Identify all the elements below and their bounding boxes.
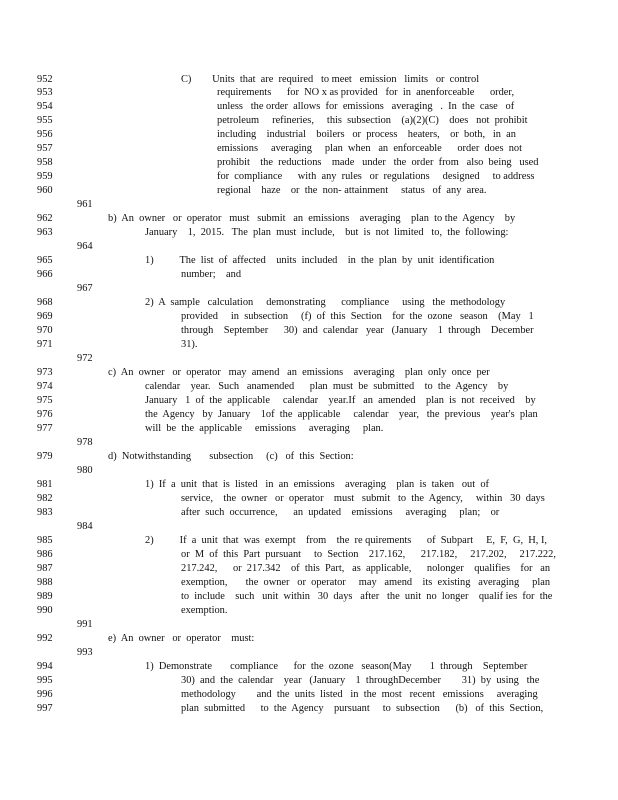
text-line: will be the applicable emissions averaging plan. (145, 423, 384, 434)
line-number: 991 (77, 619, 93, 630)
text-line: to include such unit within 30 days after the unit no longer qualif ies for the (181, 591, 553, 602)
line-number: 995 (37, 675, 53, 686)
line-number: 961 (77, 199, 93, 210)
line-number: 992 (37, 633, 53, 644)
line-number: 981 (37, 479, 53, 490)
text-line: January 1 of the applicable calendar year.If an amended plan is not received by (145, 395, 536, 406)
line-number: 953 (37, 87, 53, 98)
text-line: prohibit the reductions made under the order from also being used (217, 157, 539, 168)
line-number: 994 (37, 661, 53, 672)
line-number: 978 (77, 437, 93, 448)
text-line: methodology and the units listed in the most recent emissions averaging (181, 689, 538, 700)
text-line: regional haze or the non- attainment status of any area. (217, 185, 487, 196)
line-number: 993 (77, 647, 93, 658)
text-line: 31). (181, 339, 198, 350)
text-line: 1) If a unit that is listed in an emissions averaging plan is taken out of (145, 479, 489, 490)
line-number: 968 (37, 297, 53, 308)
line-number: 972 (77, 353, 93, 364)
text-line: or M of this Part pursuant to Section 217.162, 217.182, 217.202, 217.222, (181, 549, 556, 560)
line-number: 956 (37, 129, 53, 140)
line-number: 964 (77, 241, 93, 252)
line-number: 996 (37, 689, 53, 700)
text-line: e) An owner or operator must: (108, 633, 255, 644)
line-number: 976 (37, 409, 53, 420)
text-line: 2) A sample calculation demonstrating compliance using the methodology (145, 297, 506, 308)
line-number: 963 (37, 227, 53, 238)
text-line: 30) and the calendar year (January 1 throughDecember 31) by using the (181, 675, 540, 686)
text-line: d) Notwithstanding subsection (c) of this Section: (108, 451, 354, 462)
line-number: 971 (37, 339, 53, 350)
text-line: provided in subsection (f) of this Section for the ozone season (May 1 (181, 311, 534, 322)
line-number: 970 (37, 325, 53, 336)
text-line: service, the owner or operator must submit to the Agency, within 30 days (181, 493, 545, 504)
line-number: 974 (37, 381, 53, 392)
line-number: 967 (77, 283, 93, 294)
line-number: 957 (37, 143, 53, 154)
text-line: including industrial boilers or process heaters, or both, in an (217, 129, 516, 140)
line-number: 979 (37, 451, 53, 462)
line-number: 997 (37, 703, 53, 714)
line-number: 959 (37, 171, 53, 182)
line-number: 973 (37, 367, 53, 378)
text-line: through September 30) and calendar year (January 1 through December (181, 325, 534, 336)
line-number: 984 (77, 521, 93, 532)
text-line: calendar year. Such anamended plan must be submitted to the Agency by (145, 381, 509, 392)
text-line: exemption. (181, 605, 228, 616)
line-number: 954 (37, 101, 53, 112)
text-line: for compliance with any rules or regulations designed to address (217, 171, 535, 182)
text-line: C) Units that are required to meet emission limits or control (181, 74, 480, 85)
text-line: unless the order allows for emissions averaging . In the case of (217, 101, 515, 112)
line-number: 990 (37, 605, 53, 616)
line-number: 987 (37, 563, 53, 574)
line-number: 977 (37, 423, 53, 434)
text-line: petroleum refineries, this subsection (a)(2)(C) does not prohibit (217, 115, 528, 126)
line-number: 986 (37, 549, 53, 560)
line-number: 975 (37, 395, 53, 406)
line-number: 985 (37, 535, 53, 546)
line-number: 989 (37, 591, 53, 602)
line-number: 958 (37, 157, 53, 168)
text-line: 2) If a unit that was exempt from the re quirements of Subpart E, F, G, H, I, (145, 535, 548, 546)
text-line: plan submitted to the Agency pursuant to subsection (b) of this Section, (181, 703, 544, 714)
line-number: 969 (37, 311, 53, 322)
line-number: 960 (37, 185, 53, 196)
text-line: exemption, the owner or operator may amend its existing averaging plan (181, 577, 551, 588)
line-number: 952 (37, 74, 53, 85)
text-line: requirements for NO x as provided for in anenforceable order, (217, 87, 515, 98)
text-line: b) An owner or operator must submit an emissions averaging plan to the Agency by (108, 213, 516, 224)
text-line: after such occurrence, an updated emissions averaging plan; or (181, 507, 500, 518)
line-number: 988 (37, 577, 53, 588)
text-line: 1) Demonstrate compliance for the ozone season(May 1 through September (145, 661, 528, 672)
text-line: number; and (181, 269, 242, 280)
line-number: 982 (37, 493, 53, 504)
line-number: 983 (37, 507, 53, 518)
line-number: 980 (77, 465, 93, 476)
text-line: January 1, 2015. The plan must include, but is not limited to, the following: (145, 227, 509, 238)
line-number: 955 (37, 115, 53, 126)
line-number: 966 (37, 269, 53, 280)
text-line: 1) The list of affected units included in the plan by unit identification (145, 255, 495, 266)
text-line: 217.242, or 217.342 of this Part, as applicable, nolonger qualifies for an (181, 563, 551, 574)
line-number: 962 (37, 213, 53, 224)
line-number: 965 (37, 255, 53, 266)
text-line: the Agency by January 1of the applicable calendar year, the previous year's plan (145, 409, 538, 420)
text-line: emissions averaging plan when an enforceable order does not (217, 143, 522, 154)
text-line: c) An owner or operator may amend an emissions averaging plan only once per (108, 367, 490, 378)
